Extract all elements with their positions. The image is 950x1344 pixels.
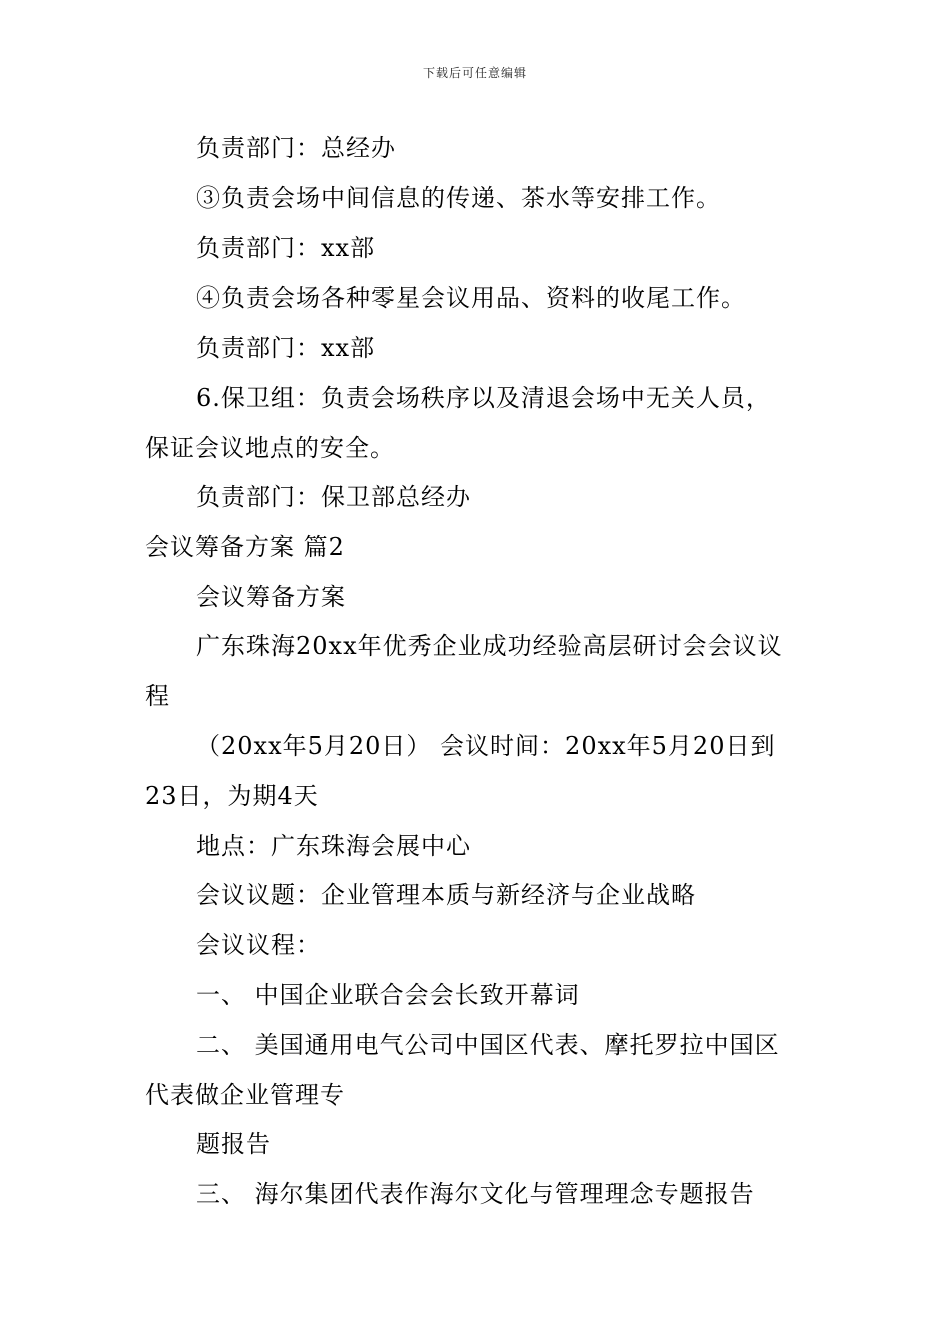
paragraph-line: 负责部门：xx部 bbox=[196, 334, 376, 362]
paragraph-line: 一、 中国企业联合会会长致开幕词 bbox=[196, 981, 580, 1009]
paragraph-line: ④负责会场各种零星会议用品、资料的收尾工作。 bbox=[196, 284, 746, 312]
paragraph-line: 二、 美国通用电气公司中国区代表、摩托罗拉中国区 bbox=[196, 1031, 780, 1059]
paragraph-line: 会议议程： bbox=[196, 931, 321, 959]
paragraph-line: 题报告 bbox=[196, 1130, 271, 1158]
paragraph-line: （20xx年5月20日） 会议时间：20xx年5月20日到 bbox=[196, 732, 776, 760]
paragraph-line: 三、 海尔集团代表作海尔文化与管理理念专题报告 bbox=[196, 1180, 755, 1208]
paragraph-line: 负责部门：保卫部总经办 bbox=[196, 483, 471, 511]
paragraph-line: 会议筹备方案 bbox=[196, 583, 346, 611]
paragraph-line: 负责部门：xx部 bbox=[196, 234, 376, 262]
paragraph-line: 负责部门：总经办 bbox=[196, 134, 396, 162]
paragraph-line: 广东珠海20xx年优秀企业成功经验高层研讨会会议议 bbox=[196, 632, 783, 660]
paragraph-line: 保证会议地点的安全。 bbox=[145, 434, 395, 462]
paragraph-line: 程 bbox=[145, 682, 170, 710]
section-heading: 会议筹备方案 篇2 bbox=[145, 533, 345, 561]
paragraph-line: 代表做企业管理专 bbox=[145, 1081, 345, 1109]
paragraph-line: ③负责会场中间信息的传递、茶水等安排工作。 bbox=[196, 184, 721, 212]
download-note: 下载后可任意编辑 bbox=[422, 66, 527, 80]
paragraph-line: 地点：广东珠海会展中心 bbox=[196, 832, 471, 860]
paragraph-line: 6.保卫组：负责会场秩序以及清退会场中无关人员， bbox=[196, 384, 771, 412]
paragraph-line: 会议议题：企业管理本质与新经济与企业战略 bbox=[196, 881, 696, 909]
paragraph-line: 23日，为期4天 bbox=[145, 782, 319, 810]
